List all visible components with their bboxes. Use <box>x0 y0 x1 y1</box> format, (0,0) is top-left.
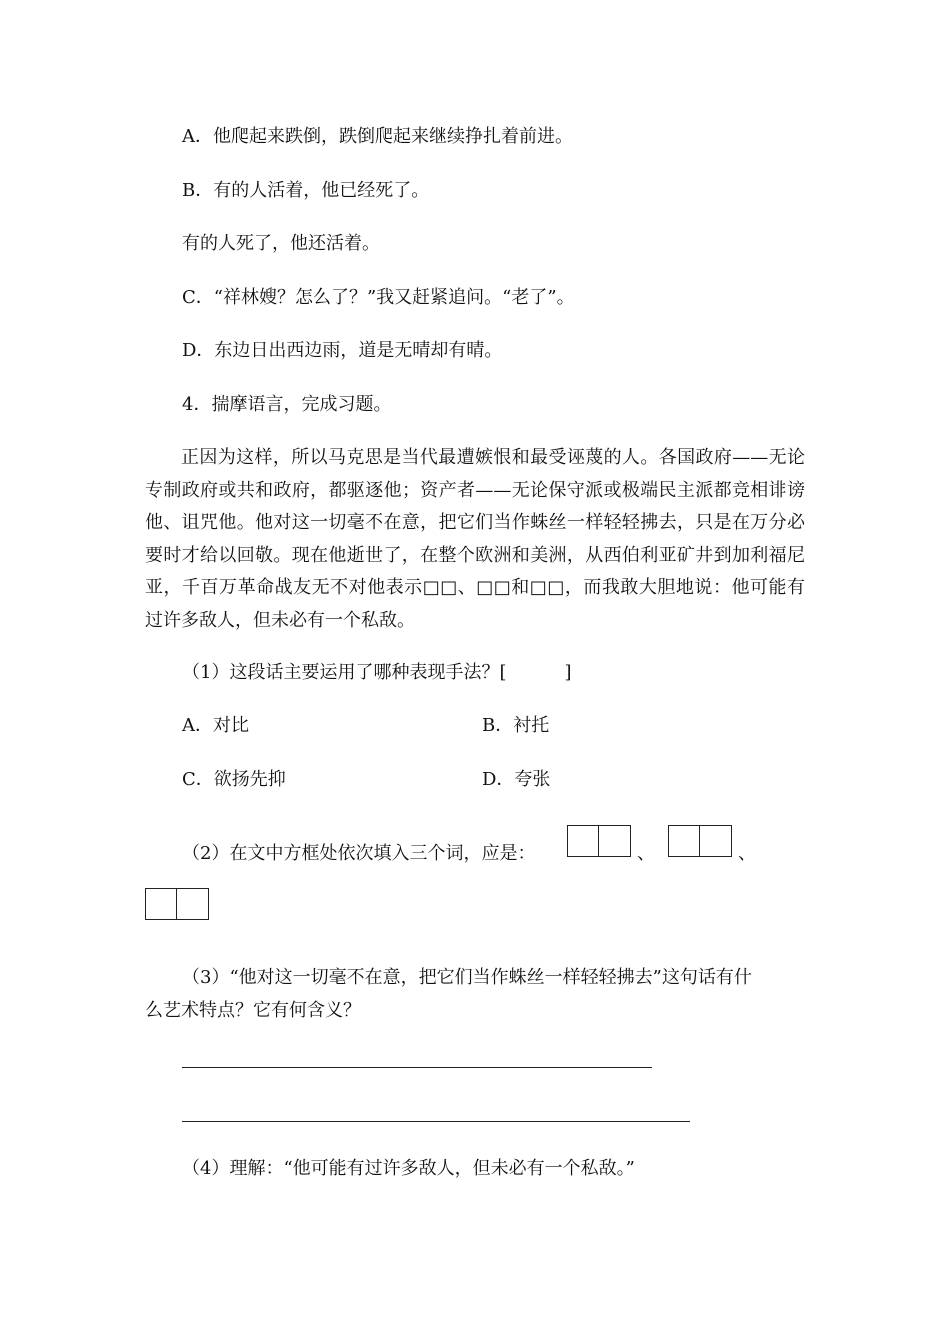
answer-line-2[interactable] <box>182 1121 690 1122</box>
question-4-title: 4．揣摩语言，完成习题。 <box>182 394 392 415</box>
choice-a[interactable]: A．对比 <box>182 715 249 736</box>
passage: 正因为这样，所以马克思是当代最遭嫉恨和最受诬蔑的人。各国政府——无论专制政府或共和政府，都驱逐他；资产者——无论保守派或极端民主派都竞相诽谤他、诅咒他。他对这一切毫不在意，把它们当作蛛丝一样轻轻拂去，只是在万分必要时才给以回敬。现在他逝世了，在整个欧洲和美洲，从西伯利亚矿井到加利福尼亚，千百万革命战友无不对他表示□□、□□和□□，而我敢大胆地说：他可能有过许多敌人，但未必有一个私敌。 <box>145 447 805 631</box>
option-a: A．他爬起来跌倒，跌倒爬起来继续挣扎着前进。 <box>182 126 573 147</box>
choice-b[interactable]: B．衬托 <box>482 715 550 736</box>
answer-box-2[interactable] <box>668 825 732 857</box>
sub-question-3-line1: （3）“他对这一切毫不在意，把它们当作蛛丝一样轻轻拂去”这句话有什 <box>182 967 752 988</box>
option-b-continued: 有的人死了，他还活着。 <box>182 233 380 254</box>
separator: 、 <box>637 843 655 864</box>
sub-question-3-line2: 么艺术特点？它有何含义？ <box>145 1000 361 1021</box>
separator: 、 <box>738 843 756 864</box>
box-cell[interactable] <box>567 825 599 857</box>
sub-question-1-text: （1）这段话主要运用了哪种表现手法？[ <box>182 662 507 683</box>
answer-box-1[interactable] <box>567 825 631 857</box>
box-cell[interactable] <box>700 825 732 857</box>
answer-box-3[interactable] <box>145 888 209 920</box>
sub-question-2: （2）在文中方框处依次填入三个词，应是： <box>182 843 536 864</box>
box-cell[interactable] <box>145 888 177 920</box>
box-cell[interactable] <box>668 825 700 857</box>
option-d: D．东边日出西边雨，道是无晴却有晴。 <box>182 340 503 361</box>
box-cell[interactable] <box>177 888 209 920</box>
bracket-close: ] <box>564 662 572 683</box>
sub-question-4: （4）理解：“他可能有过许多敌人，但未必有一个私敌。” <box>182 1158 635 1179</box>
box-cell[interactable] <box>599 825 631 857</box>
option-b: B．有的人活着，他已经死了。 <box>182 180 430 201</box>
choice-d[interactable]: D．夸张 <box>482 769 551 790</box>
option-c: C．“祥林嫂？怎么了？”我又赶紧追问。“老了”。 <box>182 287 575 308</box>
choice-c[interactable]: C．欲扬先抑 <box>182 769 286 790</box>
answer-line-1[interactable] <box>182 1067 652 1068</box>
sub-question-1 <box>182 662 572 684</box>
